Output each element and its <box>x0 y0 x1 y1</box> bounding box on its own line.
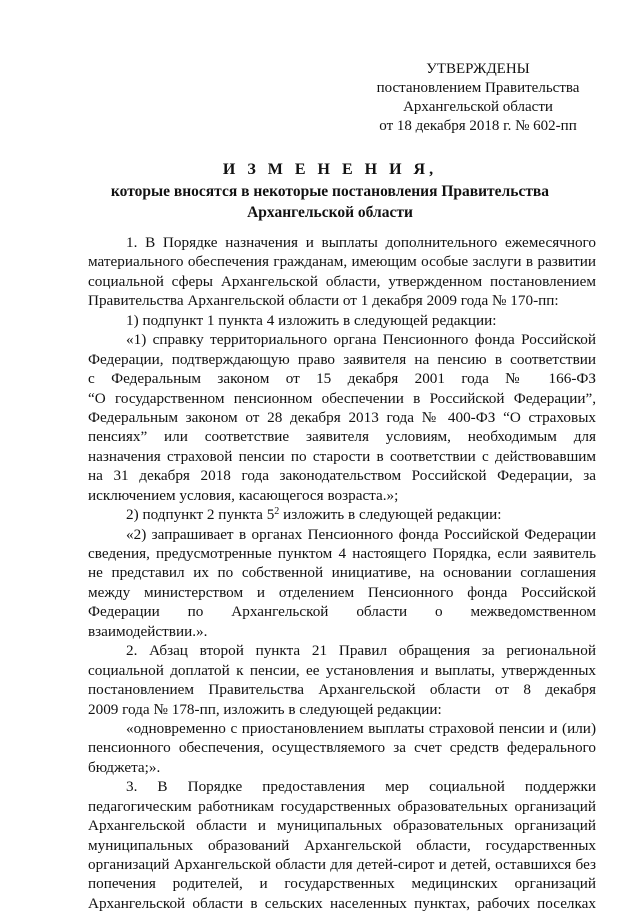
body-line: социальной сферы Архангельской области, утвержденном постановлением <box>88 272 596 290</box>
body-line: Федерации, подтверждающую право заявителя на пенсию в соответствии <box>88 350 596 368</box>
body-line: Архангельской области и муниципальных образовательных организаций <box>88 817 596 835</box>
approval-block <box>372 60 584 136</box>
superscript: 2 <box>274 506 280 518</box>
body-line: Федерации по Архангельской области о межведомственном <box>88 603 596 621</box>
body-line: назначения страховой пенсии по старости в соответствии с действовавшим <box>88 447 596 465</box>
body-line: «1) справку территориального органа Пенсионного фонда Российской <box>126 331 596 349</box>
body-line: организаций Архангельской области для детей-сирот и детей, оставшихся без <box>88 856 596 873</box>
body-line: пенсионного обеспечения, осуществляемого за счет средств федерального <box>88 739 596 757</box>
body-line: не представил их по собственной инициативе, на основании соглашения <box>88 564 596 582</box>
body-line: материального обеспечения гражданам, имеющим особые заслуги в развитии <box>88 253 596 271</box>
body-line: 1. В Порядке назначения и выплаты дополнительного ежемесячного <box>126 234 596 251</box>
body-line: Правительства Архангельской области от 1 декабря 2009 года № 170-пп: <box>88 292 559 310</box>
body-line-text: изложить в следующей редакции: <box>279 506 502 524</box>
document-body <box>88 233 596 913</box>
body-line: «2) запрашивает в органах Пенсионного фонда Российской Федерации <box>126 525 596 543</box>
body-line: сведения, предусмотренные пунктом 4 настоящего Порядка, если заявитель <box>88 545 596 562</box>
approval-line: постановлением Правительства <box>376 80 580 96</box>
body-line: Архангельской области в сельских населенных пунктах, рабочих поселках <box>88 894 596 912</box>
body-line: 1) подпункт 1 пункта 4 изложить в следующей редакции: <box>126 311 497 329</box>
body-line: «одновременно с приостановлением выплаты страховой пенсии и (или) <box>126 719 596 737</box>
approval-line: УТВЕРЖДЕНЫ <box>426 61 530 77</box>
body-line: 3. В Порядке предоставления мер социальной поддержки <box>126 778 596 796</box>
body-line: с Федеральным законом от 15 декабря 2001 года № 166-ФЗ <box>88 370 596 388</box>
title-subtitle-line: Архангельской области <box>247 204 413 221</box>
body-line: постановлением Правительства Архангельской области от 8 декабря <box>88 681 596 699</box>
body-line: между министерством и отделением Пенсионного фонда Российской <box>88 583 596 601</box>
body-line: 2. Абзац второй пункта 21 Правил обращения за региональной <box>126 642 596 660</box>
body-line-text: 2) подпункт 2 пункта 5 <box>126 506 275 524</box>
body-line: 2009 года № 178-пп, изложить в следующей редакции: <box>88 700 442 718</box>
approval-line: Архангельской области <box>403 99 553 115</box>
body-line: Федеральным законом от 28 декабря 2013 года № 400-ФЗ “О страховых <box>88 408 596 426</box>
body-line: взаимодействии.». <box>88 622 208 640</box>
body-line: бюджета;». <box>88 758 161 776</box>
document-title <box>80 159 580 223</box>
body-line: на 31 декабря 2018 года законодательством Российской Федерации, за <box>88 467 596 485</box>
body-line-with-superscript <box>88 505 596 524</box>
body-line: социальной доплатой к пенсии, ее установления и выплаты, утвержденных <box>88 661 596 679</box>
body-line: пенсиях” или соответствие заявителя условиям, необходимым для <box>88 428 596 446</box>
title-subtitle-line: которые вносятся в некоторые постановления Правительства <box>110 183 550 200</box>
body-line: попечения родителей, и государственных медицинских организаций <box>88 875 596 893</box>
body-line: муниципальных образований Архангельской области, государственных <box>88 836 596 854</box>
body-line: педагогическим работникам государственных образовательных организаций <box>88 797 596 815</box>
approval-line: от 18 декабря 2018 г. № 602-пп <box>379 118 577 134</box>
body-line: “О государственном пенсионном обеспечении в Российской Федерации”, <box>88 389 596 407</box>
title-heading: И З М Е Н Е Н И Я, <box>222 161 438 178</box>
body-line: исключением условия, касающегося возраста.»; <box>88 486 399 504</box>
